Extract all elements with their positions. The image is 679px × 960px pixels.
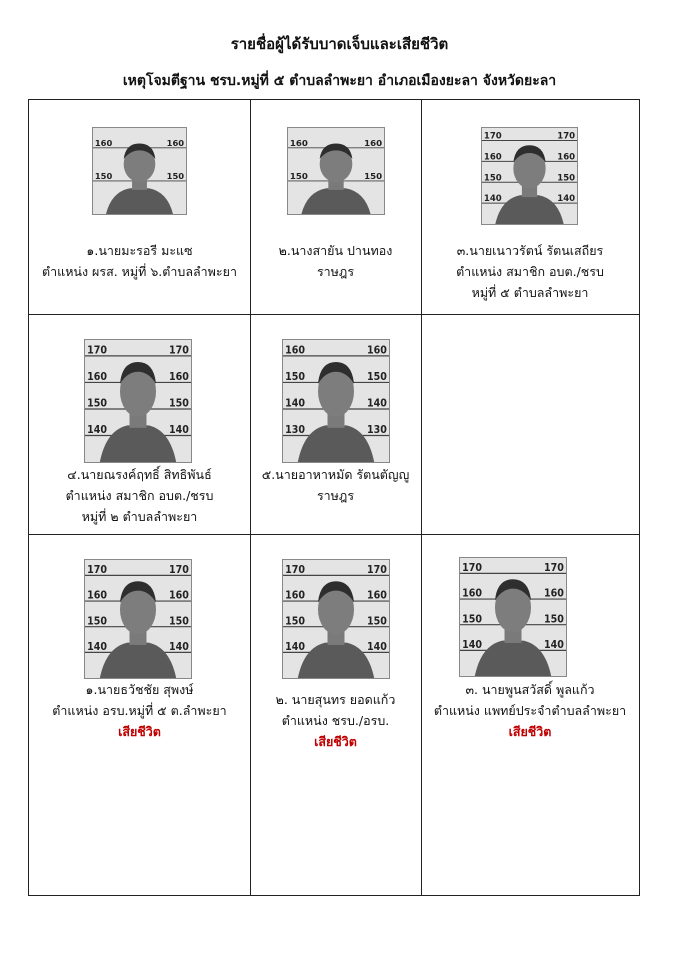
person-card-2 [250, 100, 421, 314]
height-mark-label: 160 [285, 343, 306, 357]
person-caption [250, 464, 421, 506]
person-caption [250, 240, 421, 282]
person-caption-line: ตำแหน่ง แพทย์ประจำตำบลลำพะยา [433, 703, 627, 718]
deceased-status: เสียชีวิต [314, 734, 357, 749]
person-photo [287, 127, 385, 215]
person-caption-line: ตำแหน่ง สมาชิก อบต./ชรบ [65, 488, 214, 503]
height-mark-label: 170 [483, 131, 502, 142]
height-mark-label: 150 [285, 615, 306, 628]
height-mark-label: 170 [557, 131, 576, 142]
persons-table [28, 99, 640, 896]
person-photo [459, 557, 567, 677]
height-mark-label: 160 [364, 138, 383, 149]
height-mark-label: 140 [557, 194, 576, 205]
mugshot-image [288, 128, 384, 214]
height-mark-label: 160 [168, 370, 189, 384]
person-photo [481, 127, 578, 225]
height-mark-label: 150 [462, 613, 483, 626]
person-caption-line: ๑.นายธวัชชัย สุพงษ์ [85, 682, 194, 697]
person-photo [92, 127, 187, 215]
height-mark-label: 140 [483, 194, 502, 205]
height-mark-label: 170 [168, 564, 189, 577]
person-caption [421, 240, 639, 303]
height-mark-label: 160 [483, 152, 502, 163]
height-mark-label: 130 [285, 423, 306, 437]
mugshot-image [283, 560, 389, 678]
height-mark-label: 160 [462, 588, 483, 600]
person-caption-line: ๑.นายมะรอรี มะแซ [86, 243, 193, 258]
person-caption [29, 240, 250, 282]
height-mark-label: 160 [94, 139, 113, 149]
height-mark-label: 150 [543, 613, 564, 626]
height-mark-label: 140 [87, 423, 108, 437]
person-caption-line: หมู่ที่ ๕ ตำบลลำพะยา [471, 285, 589, 300]
person-card-4 [29, 314, 250, 534]
height-mark-label: 170 [285, 564, 306, 577]
height-mark-label: 170 [87, 343, 108, 357]
height-mark-label: 150 [285, 370, 306, 384]
person-caption [421, 679, 639, 742]
height-mark-label: 170 [366, 564, 387, 577]
person-card-6 [29, 534, 250, 895]
person-caption-line: ตำแหน่ง ชรบ./อรบ. [281, 713, 390, 728]
height-mark-label: 150 [94, 172, 113, 182]
person-caption-line: ๓.นายเนาวรัตน์ รัตนเสถียร [456, 243, 604, 258]
height-mark-label: 140 [168, 641, 189, 654]
person-caption-line: ราษฎร [316, 264, 355, 279]
height-mark-label: 160 [289, 138, 308, 149]
page-subtitle: เหตุโจมตีฐาน ชรบ.หมู่ที่ ๕ ตำบลลำพะยา อำเภอเมืองยะลา จังหวัดยะลา [122, 73, 557, 89]
height-mark-label: 160 [166, 139, 185, 149]
person-caption [250, 689, 421, 752]
mugshot-image [93, 128, 186, 214]
height-mark-label: 140 [366, 641, 387, 654]
page-title: รายชื่อผู้ได้รับบาดเจ็บและเสียชีวิต [230, 35, 449, 53]
height-mark-label: 150 [168, 396, 189, 410]
mugshot-image [482, 128, 577, 224]
person-caption [29, 679, 250, 742]
person-caption-line: ๕.นายอาหาหมัด รัตนตัญญู [261, 467, 410, 482]
person-caption-line: ๓. นายพูนสวัสดิ์ พูลแก้ว [465, 682, 595, 697]
person-card-3 [421, 100, 639, 314]
height-mark-label: 140 [543, 639, 564, 652]
person-photo [282, 559, 390, 679]
height-mark-label: 150 [557, 173, 576, 184]
height-mark-label: 160 [366, 343, 387, 357]
height-mark-label: 140 [285, 396, 306, 410]
person-caption-line: ๔.นายณรงค์ฤทธิ์ สิทธิพันธ์ [67, 467, 212, 482]
person-card-8 [421, 534, 639, 895]
height-mark-label: 170 [87, 564, 108, 577]
mugshot-image [283, 340, 389, 462]
height-mark-label: 170 [543, 562, 564, 575]
deceased-status: เสียชีวิต [508, 724, 552, 739]
height-mark-label: 140 [285, 641, 306, 654]
height-mark-label: 150 [289, 171, 308, 182]
person-card-5 [250, 314, 421, 534]
height-mark-label: 160 [557, 152, 576, 163]
person-caption-line: หมู่ที่ ๒ ตำบลลำพะยา [81, 509, 198, 524]
person-card-1 [29, 100, 250, 314]
height-mark-label: 140 [366, 396, 387, 410]
height-mark-label: 160 [366, 590, 387, 602]
height-mark-label: 160 [168, 590, 189, 602]
height-mark-label: 140 [462, 639, 483, 652]
height-mark-label: 160 [285, 590, 306, 602]
mugshot-image [85, 340, 191, 462]
person-caption-line: ตำแหน่ง อรบ.หมู่ที่ ๕ ต.ลำพะยา [52, 703, 227, 718]
person-caption-line: ๒. นายสุนทร ยอดแก้ว [275, 692, 396, 707]
height-mark-label: 150 [366, 370, 387, 384]
height-mark-label: 150 [87, 615, 108, 628]
height-mark-label: 170 [462, 562, 483, 575]
height-mark-label: 160 [543, 588, 564, 600]
height-mark-label: 150 [483, 173, 502, 184]
deceased-status: เสียชีวิต [118, 724, 161, 739]
height-mark-label: 150 [366, 615, 387, 628]
person-photo [282, 339, 390, 463]
height-mark-label: 150 [166, 172, 185, 182]
height-mark-label: 160 [87, 370, 108, 384]
person-photo [84, 339, 192, 463]
height-mark-label: 140 [87, 641, 108, 654]
person-caption-line: ตำแหน่ง สมาชิก อบต./ชรบ [456, 264, 604, 279]
empty-cell [421, 314, 639, 534]
person-caption [29, 464, 250, 527]
height-mark-label: 150 [168, 615, 189, 628]
person-caption-line: ๒.นางสายัน ปานทอง [278, 243, 393, 258]
person-photo [84, 559, 192, 679]
height-mark-label: 150 [87, 396, 108, 410]
height-mark-label: 150 [364, 171, 383, 182]
person-caption-line: ราษฎร [316, 488, 355, 503]
height-mark-label: 130 [366, 423, 387, 437]
height-mark-label: 160 [87, 590, 108, 602]
mugshot-image [85, 560, 191, 678]
height-mark-label: 170 [168, 343, 189, 357]
person-card-7 [250, 534, 421, 895]
mugshot-image [460, 558, 566, 676]
person-caption-line: ตำแหน่ง ผรส. หมู่ที่ ๖.ตำบลลำพะยา [42, 264, 237, 279]
height-mark-label: 140 [168, 423, 189, 437]
